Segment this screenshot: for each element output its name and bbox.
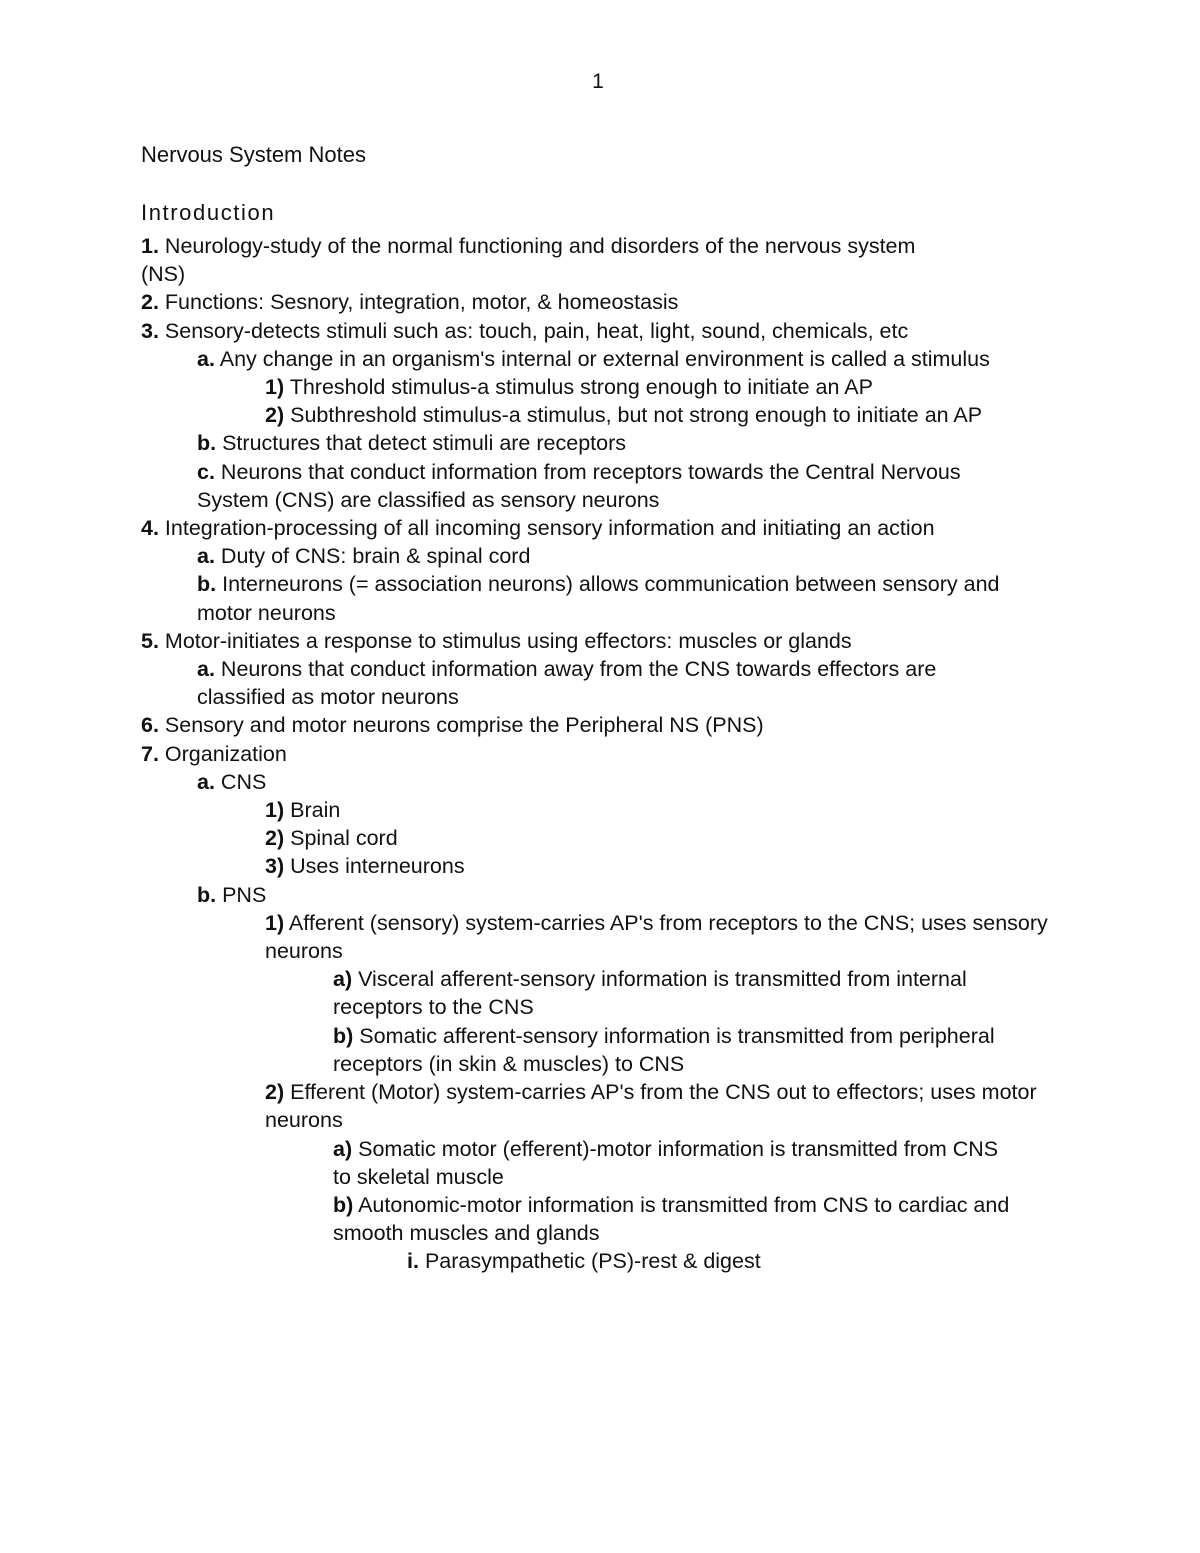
outline-item-text: Structures that detect stimuli are receptors (222, 431, 626, 456)
section-heading: Introduction (141, 200, 276, 225)
outline-item (0, 824, 1055, 852)
outline-item-text: Neurons that conduct information from receptors towards the Central Nervous System (CNS) are classified as sensory neurons (197, 459, 961, 512)
outline-item (0, 796, 1055, 824)
outline-item-marker: i. (407, 1249, 419, 1274)
outline-item-text: Spinal cord (290, 826, 398, 851)
outline-item (0, 909, 1055, 965)
outline-item (0, 429, 1017, 457)
outline-item-marker: b. (197, 882, 217, 907)
outline-item-marker: 7. (141, 741, 159, 766)
outline-item (0, 1247, 1007, 1275)
outline-item-marker: b. (197, 431, 217, 456)
outline-item-text: Subthreshold stimulus-a stimulus, but not strong enough to initiate an AP (290, 403, 983, 428)
outline-item-text: Duty of CNS: brain & spinal cord (220, 544, 531, 569)
outline-item-marker: 2) (265, 1080, 285, 1105)
outline-item-text: Motor-initiates a response to stimulus using effectors: muscles or glands (164, 628, 852, 653)
outline-item-text: Efferent (Motor) system-carries AP's from the CNS out to effectors; uses motor neurons (265, 1080, 1037, 1133)
outline-item (0, 1191, 1013, 1247)
outline-item-marker: a) (333, 1136, 353, 1161)
outline-item-marker: 2) (265, 826, 285, 851)
outline-item-text: Organization (164, 741, 287, 766)
outline-item (0, 740, 921, 768)
outline-item-marker: 2. (141, 290, 159, 315)
outline-item (0, 655, 1017, 711)
outline-item-text: Autonomic-motor information is transmitted from CNS to cardiac and smooth muscles and glands (333, 1192, 1010, 1246)
outline-item-marker: 6. (141, 713, 159, 738)
outline-item-text: Somatic motor (efferent)-motor information is transmitted from CNS to skeletal muscle (333, 1136, 999, 1189)
outline-item-marker: 2) (265, 403, 285, 428)
outline-item-text: Interneurons (= association neurons) allows communication between sensory and motor neurons (197, 572, 1000, 625)
outline-item-text: Functions: Sesnory, integration, motor, & homeostasis (164, 290, 679, 315)
outline-item-marker: 1. (141, 234, 159, 258)
outline-item-marker: 3) (265, 854, 285, 879)
outline-item (0, 965, 1013, 1021)
outline-item (0, 288, 921, 316)
outline-item-text: Sensory-detects stimuli such as: touch, pain, heat, light, sound, chemicals, etc (164, 318, 909, 343)
outline-item-text: Sensory and motor neurons comprise the Peripheral NS (PNS) (164, 713, 764, 738)
outline-item-marker: b. (197, 572, 217, 597)
outline-item-marker: a. (197, 657, 215, 682)
outline-item-text: Visceral afferent-sensory information is transmitted from internal receptors to the CNS (333, 967, 967, 1020)
outline-item-text: PNS (222, 882, 267, 907)
outline-item (0, 542, 1017, 570)
outline-item (0, 1078, 1055, 1134)
outline-item-marker: a. (197, 544, 215, 569)
outline-item-marker: 5. (141, 628, 159, 653)
outline-item-text: Afferent (sensory) system-carries AP's from receptors to the CNS; uses sensory neurons (265, 910, 1048, 964)
outline-item-marker: a. (197, 346, 215, 371)
outline-item-marker: a) (333, 967, 353, 992)
outline-item (0, 768, 1017, 796)
outline-item-marker: 4. (141, 516, 159, 541)
outline-item-marker: 1) (265, 798, 285, 823)
outline-item-marker: 1) (265, 375, 285, 400)
outline-item (0, 627, 921, 655)
outline-item (0, 373, 1055, 401)
outline-item-text: Brain (290, 798, 341, 823)
page-number: 1 (592, 70, 604, 93)
outline-item-text: Threshold stimulus-a stimulus strong enough to initiate an AP (289, 375, 873, 400)
outline-item (0, 401, 1055, 429)
outline-item-text: Integration-processing of all incoming sensory information and initiating an action (164, 516, 935, 541)
outline-item (0, 1022, 1013, 1078)
outline-item (0, 711, 921, 739)
notes-outline (0, 232, 1200, 1276)
outline-item-text: CNS (220, 769, 267, 794)
document-title: Nervous System Notes (141, 142, 366, 167)
outline-item (0, 317, 1021, 345)
outline-item (0, 458, 1017, 514)
outline-item (0, 570, 1017, 626)
outline-item (0, 1135, 1013, 1191)
outline-item-marker: c. (197, 459, 215, 484)
outline-item (0, 232, 921, 288)
outline-item (0, 514, 1021, 542)
outline-item-text: Somatic afferent-sensory information is transmitted from peripheral receptors (in skin & muscles) to CNS (333, 1023, 995, 1076)
outline-item (0, 881, 1017, 909)
outline-item-text: Neurology-study of the normal functioning and disorders of the nervous system (NS) (141, 234, 916, 287)
outline-item-text: Any change in an organism's internal or external environment is called a stimulus (219, 346, 990, 371)
outline-item-text: Uses interneurons (290, 854, 465, 879)
outline-item-marker: b) (333, 1023, 354, 1048)
outline-item-marker: a. (197, 769, 215, 794)
outline-item (0, 345, 1017, 373)
outline-item-text: Parasympathetic (PS)-rest & digest (424, 1249, 761, 1274)
outline-item-marker: 1) (265, 910, 285, 935)
outline-item-marker: 3. (141, 318, 159, 343)
outline-item (0, 852, 1055, 880)
outline-item-marker: b) (333, 1192, 354, 1217)
outline-item-text: Neurons that conduct information away from the CNS towards effectors are classified as motor neurons (197, 657, 937, 710)
